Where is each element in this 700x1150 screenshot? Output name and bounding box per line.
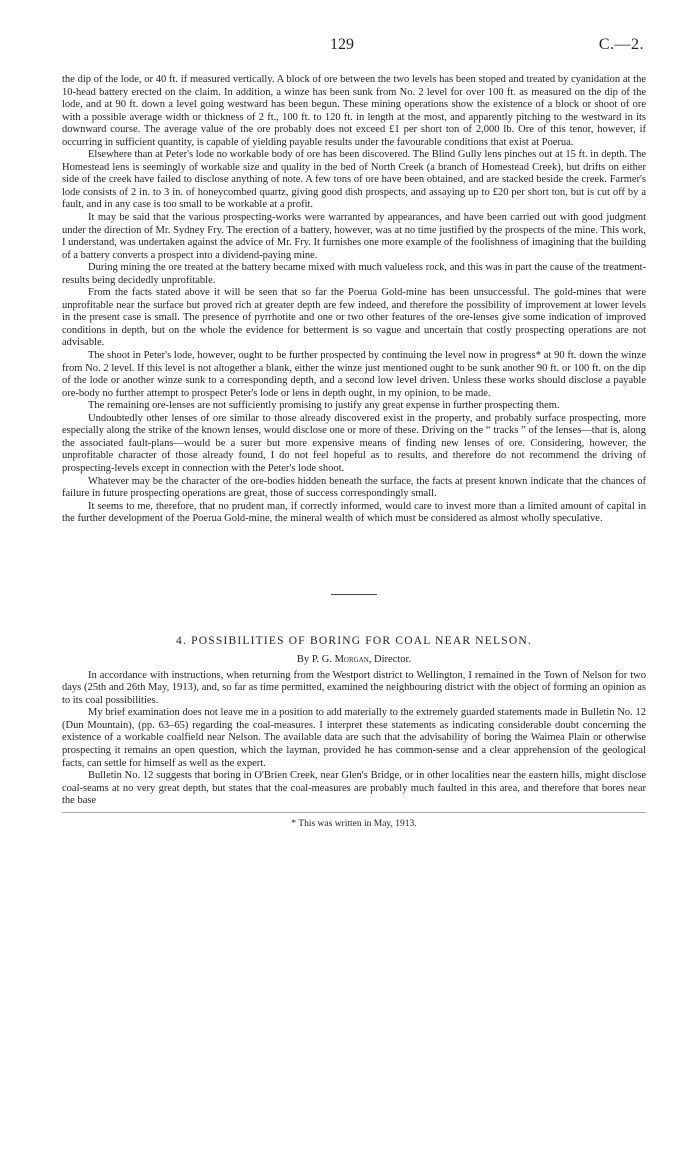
paragraph: Elsewhere than at Peter's lode no workable body of ore has been discovered. The Blind Gully lens pinches out at 15 ft. in depth. The Homestead lens is seemingly of workable size and quality in the bed of North Creek (a branch of Homestead Creek), but drifts on either side of the creek have failed to disclose anything of note. A few tons of ore have been obtained, and are stacked beside the creek. Farmer's lode consists of 2 in. to 3 in. of honeycombed quartz, giving good dish prospects, and assaying up to £20 per short ton, but is cut off by a fault, and in any case is too small to be workable at a profit. [62, 149, 646, 211]
paragraph: The shoot in Peter's lode, however, ought to be further prospected by continuing the level now in progress* at 90 ft. down the winze from No. 2 level. If this level is not altogether a blank, either the winze just mentioned ought to be sunk another 90 ft. or 100 ft. on the dip of the lode or another winze sunk to a corresponding depth, and a second low level driven. Unless these works should disclose a payable ore-body no further attempt to prospect Peter's lode or lens in depth ought, in my opinion, to be made. [62, 350, 646, 399]
paragraph: the dip of the lode, or 40 ft. if measured vertically. A block of ore between the two levels has been stoped and treated by cyanidation at the 10-head battery erected on the claim. In addition, a winze has been sunk from No. 2 level for over 100 ft. as measured on the dip of the lode, and at 90 ft. down a level going westward has been begun. These mining operations show the existence of a block or shoot of ore with a possible average width or thickness of 2 ft., 100 ft. to 120 ft. in length at the most, and apparently pitching to the westward in its downward course. The average value of the ore probably does not exceed £1 per short ton of 2,000 lb. Ore of this tenor, however, if occurring in sufficient quantity, is capable of yielding payable results under the favourable conditions that exist at Poerua. [62, 74, 646, 148]
report-body [62, 74, 646, 526]
section-divider [331, 594, 377, 595]
paragraph: Whatever may be the character of the ore-bodies hidden beneath the surface, the facts at present known indicate that the chances of failure in future prospecting operations are great, those of success correspondingly small. [62, 475, 646, 500]
footnote: * This was written in May, 1913. [291, 818, 417, 829]
paragraph: My brief examination does not leave me in a position to add materially to the extremely guarded statements made in Bulletin No. 12 (Dun Mountain), (pp. 63–65) regarding the coal-measures. I interpret these statements as indicating considerable doubt concerning the existence of a workable coalfield near Nelson. The available data are such that the advisability of boring the Waimea Plain or otherwise prospecting it remains an open question, which the layman, provided he has common-sense and a clear apprehension of the geological facts, can settle for himself as well as the expert. [62, 707, 646, 769]
byline-prefix: By [296, 653, 310, 665]
page-number: 129 [330, 36, 354, 53]
author-name: P. G. Morgan [311, 653, 369, 665]
paragraph: The remaining ore-lenses are not sufficiently promising to justify any great expense in further prospecting them. [88, 400, 560, 412]
paragraph: During mining the ore treated at the battery became mixed with much valueless rock, and this was in part the cause of the treatment-results being decidedly unprofitable. [62, 262, 646, 286]
paragraph: From the facts stated above it will be seen that so far the Poerua Gold-mine has been unsuccessful. The gold-mines that were unprofitable near the surface but proved rich at greater depth are few indeed, and therefore the possibility of improvement at lower levels in the present case is small. The presence of pyrrhotite and one or two other features of the ore-lenses give some indication of improved conditions in depth, but on the whole the evidence for betterment is so vague and uncertain that costly prospecting operations are not advisable. [62, 287, 646, 349]
section-body [62, 670, 646, 808]
document-code: C.—2. [598, 36, 644, 53]
section-title: 4. POSSIBILITIES OF BORING FOR COAL NEAR NELSON. [176, 634, 532, 647]
document-page [62, 36, 646, 829]
paragraph: Bulletin No. 12 suggests that boring in O'Brien Creek, near Glen's Bridge, or in other localities near the eastern hills, might disclose coal-seams at no very great depth, but states that the coal-measures are probably much faulted in this area, and therefore that bores near the base [62, 770, 646, 807]
paragraph: In accordance with instructions, when returning from the Westport district to Wellington, I remained in the Town of Nelson for two days (25th and 26th May, 1913), and, so far as time permitted, examined the neighbouring district with the object of forming an opinion as to its coal possibilities. [62, 669, 646, 706]
paragraph: It seems to me, therefore, that no prudent man, if correctly informed, would care to invest more than a limited amount of capital in the further development of the Poerua Gold-mine, the mineral wealth of which must be considered as almost wholly speculative. [62, 500, 646, 525]
paragraph: It may be said that the various prospecting-works were warranted by appearances, and have been carried out with good judgment under the direction of Mr. Sydney Fry. The erection of a battery, however, was at no time justified by the prospects of the mine. This work, I understand, was undertaken against the advice of Mr. Fry. It furnishes one more example of the foolishness of imagining that the building of a battery converts a prospect into a dividend-paying mine. [62, 212, 646, 261]
paragraph: Undoubtedly other lenses of ore similar to those already discovered exist in the property, and probably surface prospecting, more especially along the strike of the known lenses, would disclose one or more of these. Driving on the “ tracks ” of the lenses—that is, along the associated fault-plans—would be a surer but more expensive means of finding new lenses of ore. Considering, however, the unprofitable character of those already found, I do not feel hopeful as to results, and therefore do not recommend the driving of prospecting-levels except in connection with the Peter's lode shoot. [62, 412, 646, 474]
byline [62, 654, 646, 665]
author-title: , Director. [368, 653, 412, 665]
page-header [62, 36, 646, 60]
footnote-divider [62, 812, 646, 813]
